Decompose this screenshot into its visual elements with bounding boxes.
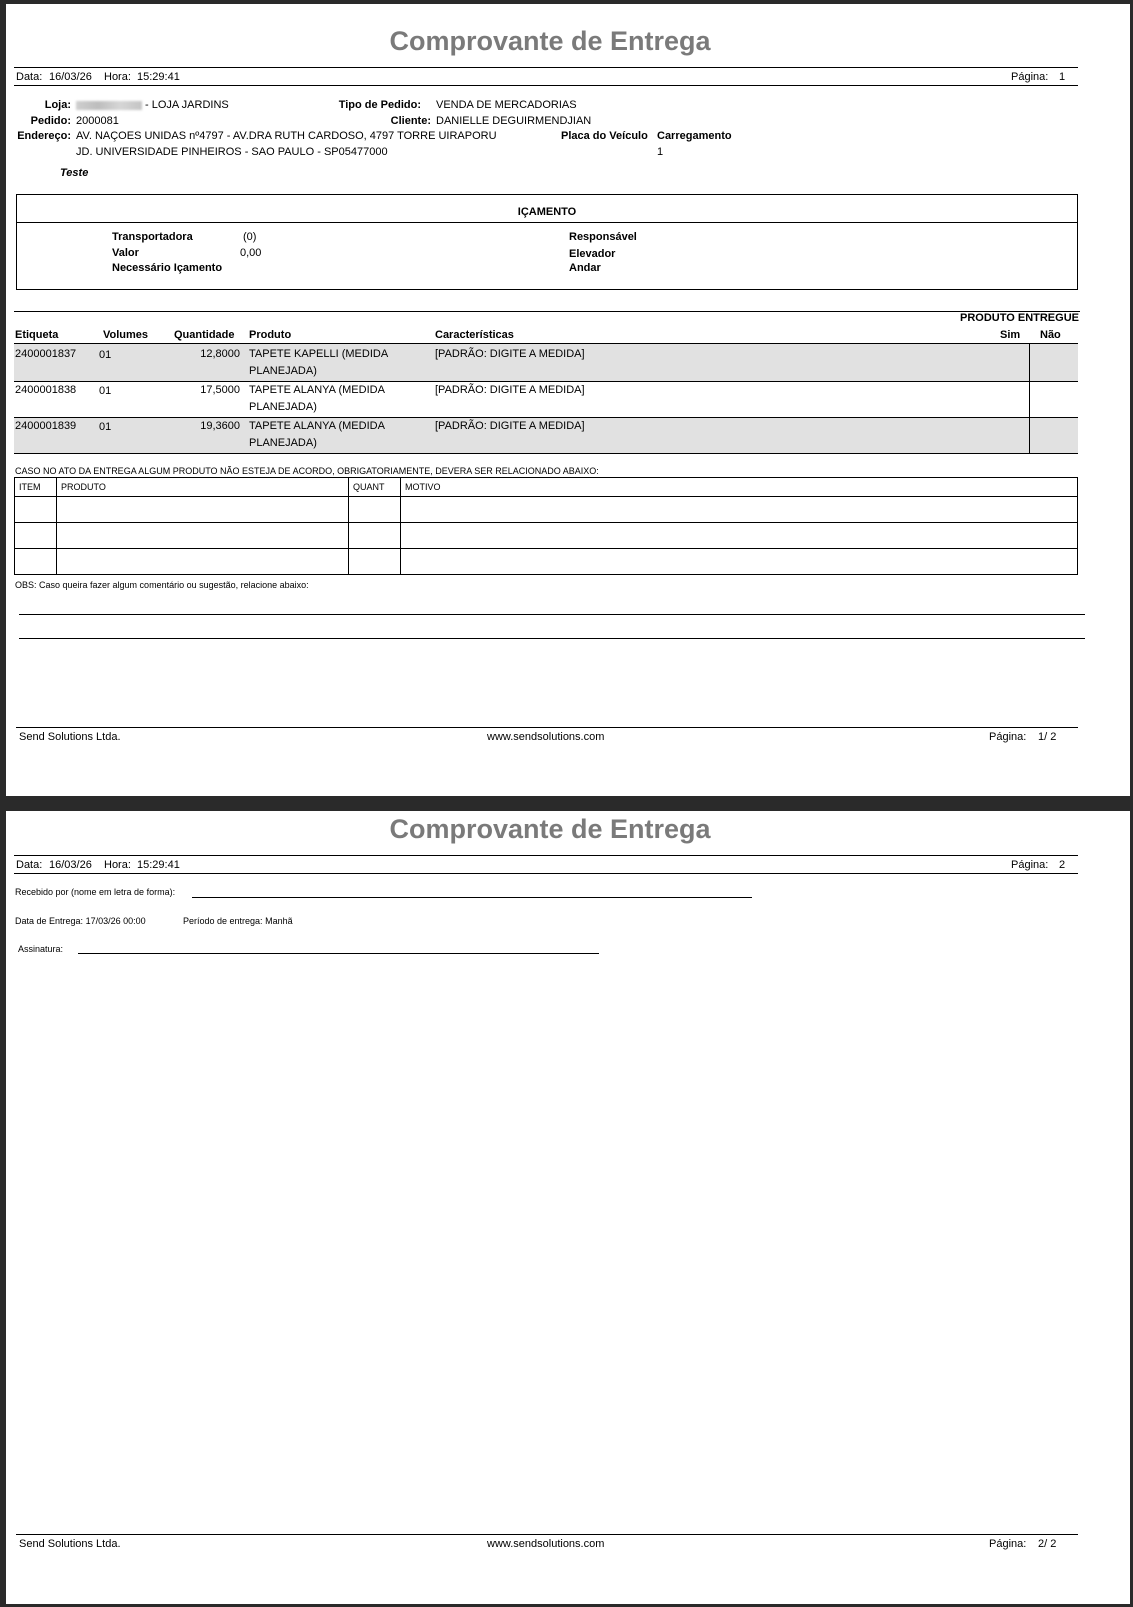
document-page-2 bbox=[6, 811, 1130, 1604]
table-row bbox=[15, 549, 1078, 575]
carrier-value: (0) bbox=[243, 231, 257, 243]
table-row bbox=[15, 497, 1078, 523]
footer-company: Send Solutions Ltda. bbox=[19, 731, 121, 743]
footer-page-count: 2/ 2 bbox=[1038, 1538, 1057, 1550]
order-label: Pedido: bbox=[30, 115, 71, 127]
footer-rule bbox=[16, 727, 1078, 728]
elevator-label: Elevador bbox=[569, 248, 616, 260]
col-volumes-header: Volumes bbox=[103, 329, 149, 341]
comments-label: OBS: Caso queira fazer algum comentário ou sugestão, relacione abaixo: bbox=[15, 580, 309, 590]
delivery-date-label: Data de Entrega: 17/03/26 00:00 bbox=[15, 916, 146, 926]
row-2-rule bbox=[14, 417, 1078, 418]
row-product-line-2: PLANEJADA) bbox=[249, 401, 317, 413]
hoisting-title: IÇAMENTO bbox=[517, 206, 577, 218]
row-product-line-1: TAPETE ALANYA (MEDIDA bbox=[249, 420, 385, 432]
row-quantity: 12,8000 bbox=[200, 348, 240, 360]
row-features: [PADRÃO: DIGITE A MEDIDA] bbox=[435, 420, 585, 432]
received-by-label: Recebido por (nome em letra de forma): bbox=[15, 887, 176, 897]
issues-col-item: ITEM bbox=[15, 478, 57, 497]
row-features: [PADRÃO: DIGITE A MEDIDA] bbox=[435, 384, 585, 396]
redacted-store-name bbox=[76, 101, 142, 110]
order-value: 2000081 bbox=[76, 115, 119, 127]
page-title: Comprovante de Entrega bbox=[389, 814, 711, 844]
client-value: DANIELLE DEGUIRMENDJIAN bbox=[436, 115, 592, 127]
row-volumes: 01 bbox=[99, 385, 112, 397]
footer-company: Send Solutions Ltda. bbox=[19, 1538, 121, 1550]
page-number-label: Página: bbox=[1011, 859, 1049, 871]
time-value: 15:29:41 bbox=[137, 859, 180, 871]
col-quantity-header: Quantidade bbox=[174, 329, 235, 341]
document-page-1 bbox=[6, 4, 1130, 796]
header-rule-bottom bbox=[14, 85, 1078, 86]
footer-rule bbox=[16, 1534, 1078, 1535]
comment-line-1 bbox=[19, 614, 1085, 615]
col-features-header: Características bbox=[435, 329, 514, 341]
client-label: Cliente: bbox=[390, 115, 431, 127]
order-note: Teste bbox=[60, 167, 89, 179]
loading-label: Carregamento bbox=[657, 130, 732, 142]
comment-line-2 bbox=[19, 638, 1085, 639]
footer-website: www.sendsolutions.com bbox=[487, 731, 605, 743]
loading-value: 1 bbox=[657, 146, 664, 158]
address-line-1: AV. NAÇOES UNIDAS nº4797 - AV.DRA RUTH CARDOSO, 4797 TORRE UIRAPORU bbox=[76, 130, 497, 142]
delivery-date-value: 17/03/26 00:00 bbox=[85, 916, 146, 926]
carrier-label: Transportadora bbox=[112, 231, 193, 243]
signature-line bbox=[78, 953, 599, 954]
row-label: 2400001839 bbox=[15, 420, 77, 432]
store-value: - LOJA JARDINS bbox=[76, 99, 229, 111]
time-value: 15:29:41 bbox=[137, 71, 180, 83]
header-rule-top bbox=[14, 67, 1078, 68]
row-features: [PADRÃO: DIGITE A MEDIDA] bbox=[435, 348, 585, 360]
issues-col-reason: MOTIVO bbox=[401, 478, 1078, 497]
page-title: Comprovante de Entrega bbox=[389, 26, 711, 56]
floor-label: Andar bbox=[569, 262, 601, 274]
col-yes-header: Sim bbox=[1000, 329, 1021, 341]
responsible-label: Responsável bbox=[569, 231, 637, 243]
products-top-rule bbox=[14, 311, 1080, 312]
issues-col-quantity: QUANT bbox=[349, 478, 401, 497]
row-quantity: 19,3600 bbox=[200, 420, 240, 432]
issues-col-product: PRODUTO bbox=[57, 478, 349, 497]
row-volumes: 01 bbox=[99, 349, 112, 361]
footer-website: www.sendsolutions.com bbox=[487, 1538, 605, 1550]
table-row bbox=[15, 523, 1078, 549]
col-label-header: Etiqueta bbox=[15, 329, 59, 341]
value-label: Valor bbox=[112, 247, 139, 259]
signature-label: Assinatura: bbox=[18, 944, 64, 954]
yes-no-divider bbox=[1029, 344, 1030, 454]
row-label: 2400001837 bbox=[15, 348, 77, 360]
header-rule-top bbox=[14, 855, 1078, 856]
vehicle-plate-label: Placa do Veículo bbox=[561, 130, 648, 142]
page-number-label: Página: bbox=[1011, 71, 1049, 83]
row-product-line-1: TAPETE KAPELLI (MEDIDA bbox=[249, 348, 389, 360]
delivery-period-label: Período de entrega: Manhã bbox=[183, 916, 293, 926]
issues-notice: CASO NO ATO DA ENTREGA ALGUM PRODUTO NÃO ESTEJA DE ACORDO, OBRIGATORIAMENTE, DEVERA SER RELACIONADO ABAIXO: bbox=[15, 466, 599, 476]
address-line-2: JD. UNIVERSIDADE PINHEIROS - SAO PAULO - SP05477000 bbox=[76, 146, 388, 158]
received-by-line bbox=[192, 897, 752, 898]
date-label: Data: bbox=[16, 71, 43, 83]
row-product-line-1: TAPETE ALANYA (MEDIDA bbox=[249, 384, 385, 396]
time-label: Hora: bbox=[104, 859, 131, 871]
hoisting-needed-label: Necessário Içamento bbox=[112, 262, 223, 274]
date-value: 16/03/26 bbox=[49, 71, 92, 83]
footer-page-label: Página: bbox=[989, 1538, 1027, 1550]
header-rule-bottom bbox=[14, 873, 1078, 874]
row-volumes: 01 bbox=[99, 421, 112, 433]
row-label: 2400001838 bbox=[15, 384, 77, 396]
value-amount: 0,00 bbox=[240, 247, 262, 259]
time-label: Hora: bbox=[104, 71, 131, 83]
date-value: 16/03/26 bbox=[49, 859, 92, 871]
page-number-value: 1 bbox=[1059, 71, 1066, 83]
date-label: Data: bbox=[16, 859, 43, 871]
row-1-rule bbox=[14, 381, 1078, 382]
row-product-line-2: PLANEJADA) bbox=[249, 437, 317, 449]
hoisting-title-rule bbox=[16, 222, 1078, 223]
store-label: Loja: bbox=[44, 99, 71, 111]
delivered-header: PRODUTO ENTREGUE bbox=[960, 312, 1079, 324]
order-type-value: VENDA DE MERCADORIAS bbox=[436, 99, 577, 111]
col-product-header: Produto bbox=[249, 329, 292, 341]
col-no-header: Não bbox=[1040, 329, 1061, 341]
footer-page-label: Página: bbox=[989, 731, 1027, 743]
issues-table bbox=[14, 477, 1078, 575]
footer-page-count: 1/ 2 bbox=[1038, 731, 1057, 743]
row-3-rule bbox=[14, 453, 1078, 454]
address-label: Endereço: bbox=[17, 130, 71, 142]
order-type-label: Tipo de Pedido: bbox=[338, 99, 421, 111]
row-quantity: 17,5000 bbox=[200, 384, 240, 396]
page-number-value: 2 bbox=[1059, 859, 1066, 871]
delivery-period-value: Manhã bbox=[265, 916, 293, 926]
row-product-line-2: PLANEJADA) bbox=[249, 365, 317, 377]
